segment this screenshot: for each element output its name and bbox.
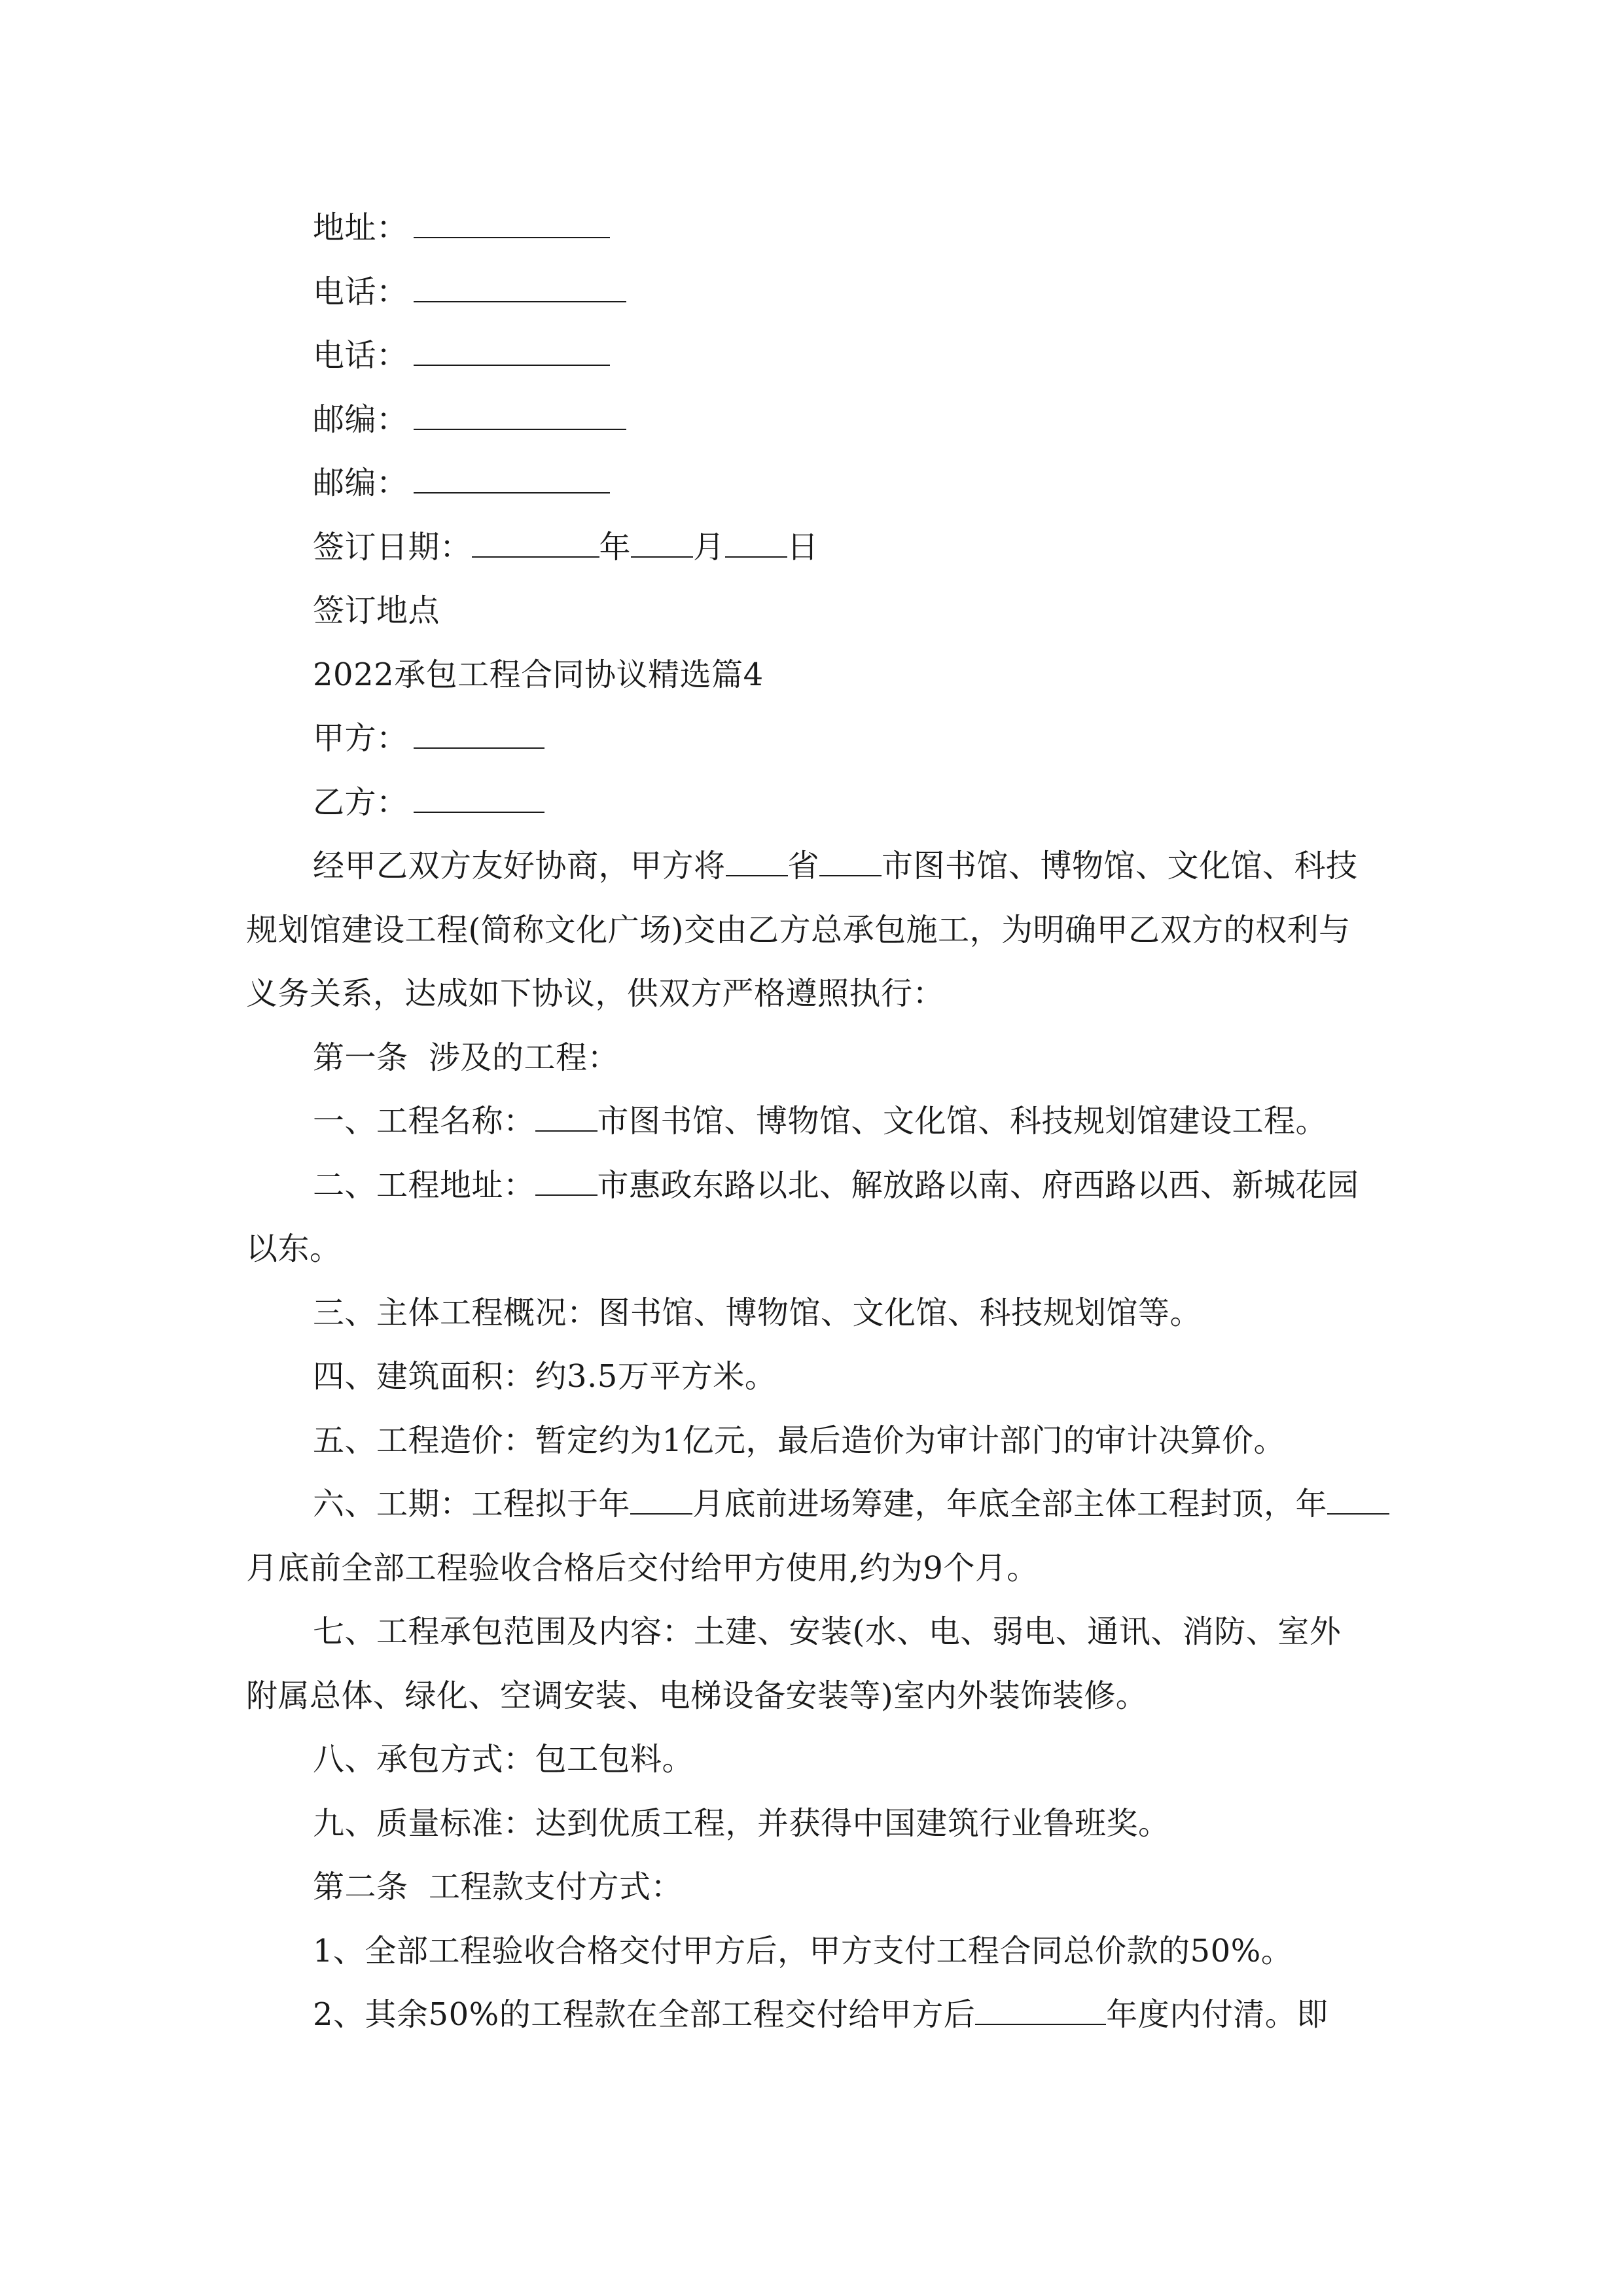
month-label: 月 bbox=[693, 528, 725, 565]
article-2-title: 第二条 工程款支付方式： bbox=[313, 1869, 683, 1905]
party-a-field bbox=[246, 707, 1382, 771]
address-field bbox=[246, 196, 1382, 260]
field-label: 邮编： bbox=[313, 401, 408, 438]
blank-line bbox=[725, 529, 787, 558]
article-1-item bbox=[246, 1154, 1382, 1218]
phone-field bbox=[246, 324, 1382, 388]
article-1-item: 三、主体工程概况：图书馆、博物馆、文化馆、科技规划馆等。 bbox=[313, 1294, 1202, 1331]
postcode-field bbox=[246, 388, 1382, 452]
phone-field bbox=[246, 260, 1382, 325]
blank-line bbox=[414, 719, 544, 749]
item-text: 一、工程名称： bbox=[313, 1103, 535, 1139]
article-1-item-cont: 附属总体、绿化、空调安装、电梯设备安装等)室内外装饰装修。 bbox=[246, 1677, 1148, 1714]
blank-line bbox=[414, 336, 610, 366]
party-b-field bbox=[246, 771, 1382, 835]
blank-line bbox=[630, 1486, 692, 1515]
intro-text: 经甲乙双方友好协商，甲方将 bbox=[313, 848, 726, 884]
item-text: 年度内付清。即 bbox=[1106, 1996, 1329, 2033]
blank-line bbox=[472, 529, 599, 558]
article-1-item bbox=[246, 1473, 1382, 1537]
day-label: 日 bbox=[787, 528, 819, 565]
blank-line bbox=[819, 848, 882, 876]
blank-line bbox=[535, 1103, 597, 1132]
item-text: 市惠政东路以北、解放路以南、府西路以西、新城花园 bbox=[597, 1166, 1359, 1204]
blank-line bbox=[414, 272, 626, 302]
field-label: 电话： bbox=[313, 337, 408, 374]
sign-date-label: 签订日期： bbox=[313, 528, 472, 565]
article-2-item: 1、全部工程验收合格交付甲方后，甲方支付工程合同总价款的50%。 bbox=[313, 1932, 1293, 1969]
sign-date-line bbox=[246, 516, 1382, 580]
item-text: 二、工程地址： bbox=[313, 1166, 535, 1204]
section-title: 2022承包工程合同协议精选篇4 bbox=[313, 656, 764, 693]
article-1-item bbox=[246, 1090, 1382, 1154]
postcode-field bbox=[246, 452, 1382, 516]
intro-line: 规划馆建设工程(简称文化广场)交由乙方总承包施工，为明确甲乙双方的权利与 bbox=[246, 911, 1351, 948]
article-1-item: 九、质量标准：达到优质工程，并获得中国建筑行业鲁班奖。 bbox=[313, 1804, 1170, 1842]
article-1-item: 四、建筑面积：约3.5万平方米。 bbox=[313, 1358, 777, 1395]
article-1-item-cont: 以东。 bbox=[246, 1230, 342, 1267]
item-text: 六、工期：工程拟于年 bbox=[313, 1486, 631, 1522]
article-1-item: 八、承包方式：包工包料。 bbox=[313, 1741, 694, 1778]
field-label: 乙方： bbox=[313, 783, 408, 821]
blank-line bbox=[726, 848, 788, 876]
article-1-item-cont: 月底前全部工程验收合格后交付给甲方使用,约为9个月。 bbox=[246, 1549, 1039, 1587]
blank-line bbox=[535, 1167, 597, 1196]
document-body bbox=[246, 196, 1382, 2047]
article-1-title: 第一条 涉及的工程： bbox=[313, 1039, 620, 1076]
field-label: 电话： bbox=[313, 273, 408, 310]
blank-line bbox=[414, 208, 610, 238]
field-label: 地址： bbox=[313, 209, 408, 246]
intro-text: 市图书馆、博物馆、文化馆、科技 bbox=[882, 848, 1358, 884]
intro-text: 省 bbox=[787, 848, 820, 884]
blank-line bbox=[1327, 1486, 1389, 1515]
article-1-item: 五、工程造价：暂定约为1亿元，最后造价为审计部门的审计决算价。 bbox=[313, 1422, 1286, 1459]
blank-line bbox=[414, 783, 544, 813]
item-text: 2、其余50%的工程款在全部工程交付给甲方后 bbox=[313, 1996, 976, 2033]
sign-place: 签订地点 bbox=[313, 592, 440, 629]
item-text: 月底前进场筹建，年底全部主体工程封顶，年 bbox=[692, 1486, 1328, 1522]
blank-line bbox=[414, 463, 610, 493]
blank-line bbox=[975, 1996, 1106, 2025]
field-label: 甲方： bbox=[313, 720, 408, 757]
intro-line bbox=[246, 834, 1382, 899]
blank-line bbox=[631, 529, 693, 558]
article-2-item bbox=[246, 1983, 1382, 2047]
item-text: 市图书馆、博物馆、文化馆、科技规划馆建设工程。 bbox=[597, 1103, 1328, 1139]
article-1-item: 七、工程承包范围及内容：土建、安装(水、电、弱电、通讯、消防、室外 bbox=[313, 1613, 1342, 1650]
blank-line bbox=[414, 400, 626, 430]
intro-line: 义务关系，达成如下协议，供双方严格遵照执行： bbox=[246, 975, 945, 1012]
field-label: 邮编： bbox=[313, 465, 408, 501]
year-label: 年 bbox=[599, 528, 632, 565]
